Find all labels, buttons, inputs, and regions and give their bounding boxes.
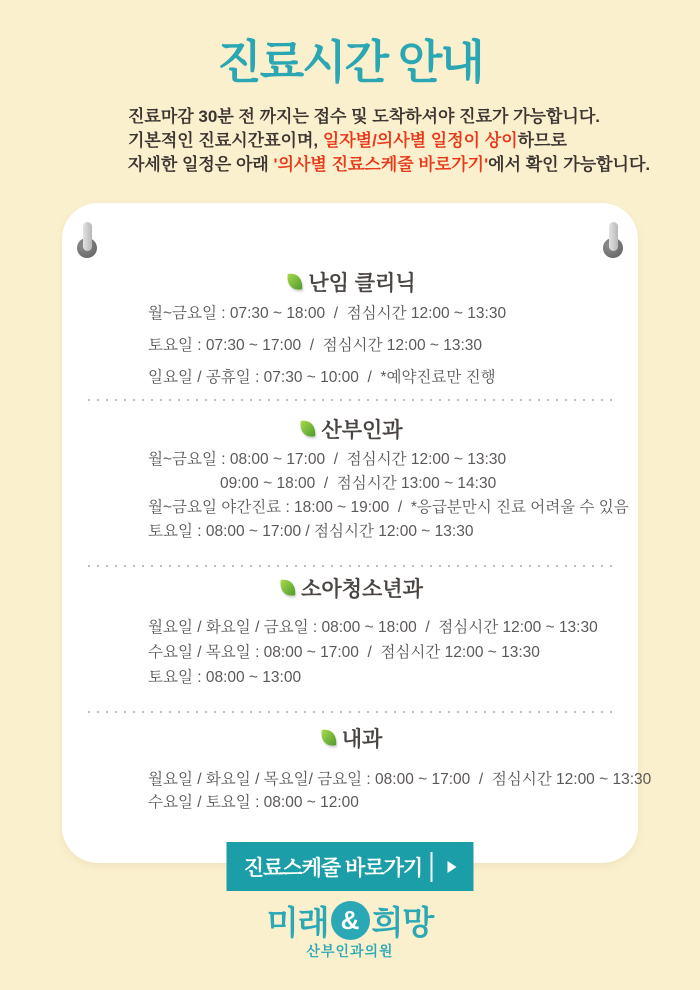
- leaf-icon: [318, 728, 339, 749]
- schedule-row: 09:00 ~ 18:00 / 점심시간 13:00 ~ 14:30: [220, 475, 497, 492]
- page-title: 진료시간 안내: [217, 36, 483, 88]
- schedule-row: 일요일 / 공휴일 : 07:30 ~ 10:00 / *예약진료만 진행: [148, 369, 496, 386]
- logo-text-left: 미래: [266, 904, 329, 941]
- section-title: 산부인과: [321, 419, 403, 442]
- schedule-shortcut-label: 진료스케줄 바로가기: [243, 856, 423, 880]
- section-header: [62, 575, 638, 601]
- button-divider: [430, 852, 432, 882]
- schedule-row: 수요일 / 목요일 : 08:00 ~ 17:00 / 점심시간 12:00 ~ 13:30: [148, 644, 540, 661]
- schedule-shortcut-button[interactable]: [227, 842, 474, 891]
- dotted-divider: [88, 565, 612, 567]
- schedule-card: [62, 203, 652, 863]
- schedule-row: 월요일 / 화요일 / 금요일 : 08:00 ~ 18:00 / 점심시간 12:00 ~ 13:30: [148, 619, 598, 636]
- highlight-text: 일자별/의사별 일정이 상이: [322, 131, 518, 150]
- leaf-icon: [284, 272, 305, 293]
- schedule-row: 토요일 : 08:00 ~ 13:00: [148, 669, 302, 686]
- section-header: [62, 416, 638, 442]
- section-fertility-clinic: [62, 269, 638, 400]
- schedule-rows: [62, 770, 652, 812]
- section-header: [62, 269, 638, 295]
- intro-line-2: 기본적인 진료시간표이며, 일자별/의사별 일정이 상이하므로: [128, 131, 567, 150]
- logo-text-right: 희망: [371, 904, 434, 941]
- section-title: 소아청소년과: [301, 578, 423, 601]
- pin-icon: [77, 222, 97, 258]
- section-pediatrics: [62, 575, 638, 693]
- logo-subtitle: 산부인과의원: [306, 943, 394, 959]
- schedule-row: 토요일 : 08:00 ~ 17:00 / 점심시간 12:00 ~ 13:30: [148, 523, 474, 540]
- schedule-row: 월~금요일 : 07:30 ~ 18:00 / 점심시간 12:00 ~ 13:30: [148, 305, 507, 322]
- schedule-rows: [62, 618, 638, 687]
- schedule-row: 월~금요일 : 08:00 ~ 17:00 / 점심시간 12:00 ~ 13:30: [148, 451, 507, 468]
- ampersand-badge-icon: &: [331, 901, 370, 940]
- schedule-row: 토요일 : 07:30 ~ 17:00 / 점심시간 12:00 ~ 13:30: [148, 337, 483, 354]
- schedule-row: 수요일 / 토요일 : 08:00 ~ 12:00: [148, 794, 359, 811]
- leaf-icon: [297, 419, 318, 440]
- section-title: 난임 클리닉: [308, 272, 416, 295]
- section-header: [62, 725, 638, 751]
- schedule-row: 월~금요일 야간진료 : 18:00 ~ 19:00 / *응급분만시 진료 어려울 수 있음: [148, 499, 629, 516]
- schedule-rows: [62, 304, 638, 387]
- intro-line-1: 진료마감 30분 전 까지는 접수 및 도착하셔야 진료가 가능합니다.: [128, 107, 600, 126]
- pin-icon: [603, 222, 623, 258]
- clinic-logo: [0, 897, 700, 944]
- arrow-right-icon: [447, 861, 456, 873]
- highlight-text: '의사별 진료스케줄 바로가기': [273, 155, 489, 174]
- schedule-row: 월요일 / 화요일 / 목요일/ 금요일 : 08:00 ~ 17:00 / 점심시간 12:00 ~ 13:30: [148, 771, 652, 788]
- intro-text: [128, 105, 700, 177]
- section-title: 내과: [341, 728, 383, 751]
- intro-line-3: 자세한 일정은 아래 '의사별 진료스케줄 바로가기'에서 확인 가능합니다.: [128, 155, 651, 174]
- dotted-divider: [88, 711, 612, 713]
- schedule-rows: [62, 450, 638, 541]
- section-internal-medicine: [62, 725, 652, 816]
- dotted-divider: [88, 399, 612, 401]
- section-obgyn: [62, 416, 638, 546]
- leaf-icon: [277, 578, 298, 599]
